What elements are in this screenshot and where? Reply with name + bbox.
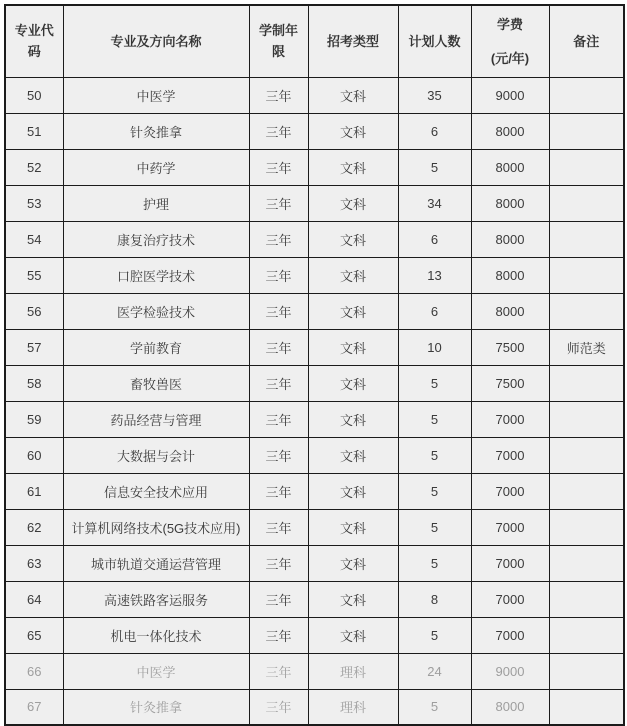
cell-fee: 8000 (471, 293, 549, 329)
cell-fee: 7500 (471, 365, 549, 401)
cell-count: 5 (398, 473, 471, 509)
cell-type: 文科 (308, 149, 398, 185)
table-row (5, 689, 624, 725)
cell-fee: 7500 (471, 329, 549, 365)
cell-name: 药品经营与管理 (63, 401, 249, 437)
cell-fee: 7000 (471, 545, 549, 581)
cell-type: 文科 (308, 509, 398, 545)
cell-name: 中药学 (63, 149, 249, 185)
cell-name: 信息安全技术应用 (63, 473, 249, 509)
cell-fee: 8000 (471, 185, 549, 221)
header-major-code-line2: 码 (27, 44, 41, 60)
header-major-code-line1: 专业代 (14, 23, 54, 39)
cell-duration: 三年 (249, 185, 308, 221)
cell-name: 针灸推拿 (63, 113, 249, 149)
header-planned-count-label: 计划人数 (408, 33, 461, 49)
cell-code: 62 (5, 509, 63, 545)
cell-name: 畜牧兽医 (63, 365, 249, 401)
cell-type: 文科 (308, 185, 398, 221)
table-row (5, 293, 624, 329)
cell-duration: 三年 (249, 581, 308, 617)
header-tuition-line2: (元/年) (490, 50, 530, 66)
table-row (5, 113, 624, 149)
cell-name: 高速铁路客运服务 (63, 581, 249, 617)
cell-count: 5 (398, 689, 471, 725)
cell-type: 文科 (308, 365, 398, 401)
cell-fee: 7000 (471, 581, 549, 617)
cell-code: 60 (5, 437, 63, 473)
cell-type: 理科 (308, 653, 398, 689)
cell-type: 文科 (308, 293, 398, 329)
cell-duration: 三年 (249, 689, 308, 725)
header-duration (249, 5, 308, 77)
table-row (5, 185, 624, 221)
cell-fee: 8000 (471, 257, 549, 293)
cell-code: 53 (5, 185, 63, 221)
cell-note (549, 149, 624, 185)
cell-duration: 三年 (249, 653, 308, 689)
table-row (5, 149, 624, 185)
table-header (5, 5, 624, 77)
cell-note (549, 437, 624, 473)
cell-duration: 三年 (249, 545, 308, 581)
cell-count: 5 (398, 437, 471, 473)
header-major-name (63, 5, 249, 77)
table-row (5, 437, 624, 473)
cell-type: 理科 (308, 689, 398, 725)
cell-count: 5 (398, 617, 471, 653)
cell-note: 师范类 (549, 329, 624, 365)
table-row (5, 401, 624, 437)
cell-duration: 三年 (249, 329, 308, 365)
cell-name: 护理 (63, 185, 249, 221)
header-exam-type (308, 5, 398, 77)
cell-note (549, 185, 624, 221)
cell-code: 64 (5, 581, 63, 617)
cell-name: 城市轨道交通运营管理 (63, 545, 249, 581)
table-row (5, 473, 624, 509)
cell-count: 13 (398, 257, 471, 293)
table-row (5, 221, 624, 257)
cell-note (549, 653, 624, 689)
cell-count: 5 (398, 365, 471, 401)
cell-name: 中医学 (63, 653, 249, 689)
cell-count: 10 (398, 329, 471, 365)
cell-name: 中医学 (63, 77, 249, 113)
cell-type: 文科 (308, 113, 398, 149)
cell-fee: 7000 (471, 509, 549, 545)
cell-duration: 三年 (249, 509, 308, 545)
cell-type: 文科 (308, 257, 398, 293)
cell-code: 61 (5, 473, 63, 509)
cell-fee: 9000 (471, 653, 549, 689)
cell-duration: 三年 (249, 401, 308, 437)
cell-code: 52 (5, 149, 63, 185)
cell-note (549, 401, 624, 437)
cell-name: 康复治疗技术 (63, 221, 249, 257)
cell-note (549, 545, 624, 581)
cell-count: 5 (398, 401, 471, 437)
table-row (5, 257, 624, 293)
cell-note (549, 293, 624, 329)
cell-note (549, 365, 624, 401)
table-row (5, 509, 624, 545)
cell-duration: 三年 (249, 473, 308, 509)
cell-code: 63 (5, 545, 63, 581)
cell-duration: 三年 (249, 221, 308, 257)
header-tuition (471, 5, 549, 77)
table-body (5, 77, 624, 725)
header-major-code (5, 5, 63, 77)
cell-note (549, 617, 624, 653)
cell-type: 文科 (308, 77, 398, 113)
cell-duration: 三年 (249, 77, 308, 113)
cell-duration: 三年 (249, 113, 308, 149)
header-duration-line2: 限 (271, 44, 285, 60)
table-row (5, 617, 624, 653)
cell-duration: 三年 (249, 437, 308, 473)
cell-fee: 8000 (471, 113, 549, 149)
cell-fee: 7000 (471, 401, 549, 437)
cell-count: 5 (398, 509, 471, 545)
cell-note (549, 473, 624, 509)
cell-code: 54 (5, 221, 63, 257)
cell-count: 5 (398, 149, 471, 185)
cell-code: 56 (5, 293, 63, 329)
cell-note (549, 689, 624, 725)
cell-count: 6 (398, 221, 471, 257)
header-note-label: 备注 (573, 33, 600, 49)
table-row (5, 329, 624, 365)
cell-note (549, 221, 624, 257)
cell-fee: 8000 (471, 149, 549, 185)
cell-fee: 7000 (471, 473, 549, 509)
table-row (5, 653, 624, 689)
header-tuition-line1: 学费 (496, 16, 523, 32)
cell-count: 24 (398, 653, 471, 689)
cell-fee: 8000 (471, 221, 549, 257)
cell-note (549, 581, 624, 617)
header-planned-count (398, 5, 471, 77)
cell-name: 医学检验技术 (63, 293, 249, 329)
cell-code: 55 (5, 257, 63, 293)
cell-note (549, 509, 624, 545)
cell-count: 8 (398, 581, 471, 617)
cell-type: 文科 (308, 473, 398, 509)
cell-note (549, 113, 624, 149)
cell-name: 口腔医学技术 (63, 257, 249, 293)
cell-count: 6 (398, 113, 471, 149)
cell-name: 计算机网络技术(5G技术应用) (63, 509, 249, 545)
cell-count: 34 (398, 185, 471, 221)
table-row (5, 365, 624, 401)
cell-fee: 8000 (471, 689, 549, 725)
cell-code: 66 (5, 653, 63, 689)
cell-type: 文科 (308, 329, 398, 365)
cell-duration: 三年 (249, 365, 308, 401)
cell-fee: 9000 (471, 77, 549, 113)
table-row (5, 545, 624, 581)
cell-code: 51 (5, 113, 63, 149)
cell-note (549, 77, 624, 113)
cell-type: 文科 (308, 401, 398, 437)
cell-duration: 三年 (249, 149, 308, 185)
header-row (5, 5, 624, 77)
cell-type: 文科 (308, 545, 398, 581)
header-exam-type-label: 招考类型 (326, 33, 379, 49)
header-note (549, 5, 624, 77)
admission-plan-table (4, 4, 625, 726)
cell-duration: 三年 (249, 257, 308, 293)
cell-duration: 三年 (249, 617, 308, 653)
cell-type: 文科 (308, 437, 398, 473)
cell-type: 文科 (308, 221, 398, 257)
cell-count: 35 (398, 77, 471, 113)
table-row (5, 581, 624, 617)
cell-code: 65 (5, 617, 63, 653)
cell-code: 67 (5, 689, 63, 725)
table-row (5, 77, 624, 113)
cell-note (549, 257, 624, 293)
cell-type: 文科 (308, 617, 398, 653)
cell-code: 50 (5, 77, 63, 113)
cell-count: 6 (398, 293, 471, 329)
header-major-name-label: 专业及方向名称 (110, 33, 202, 49)
cell-type: 文科 (308, 581, 398, 617)
cell-name: 针灸推拿 (63, 689, 249, 725)
cell-name: 学前教育 (63, 329, 249, 365)
cell-duration: 三年 (249, 293, 308, 329)
cell-name: 机电一体化技术 (63, 617, 249, 653)
cell-fee: 7000 (471, 617, 549, 653)
cell-code: 58 (5, 365, 63, 401)
cell-name: 大数据与会计 (63, 437, 249, 473)
cell-code: 57 (5, 329, 63, 365)
cell-count: 5 (398, 545, 471, 581)
cell-code: 59 (5, 401, 63, 437)
header-duration-line1: 学制年 (258, 23, 298, 39)
cell-fee: 7000 (471, 437, 549, 473)
